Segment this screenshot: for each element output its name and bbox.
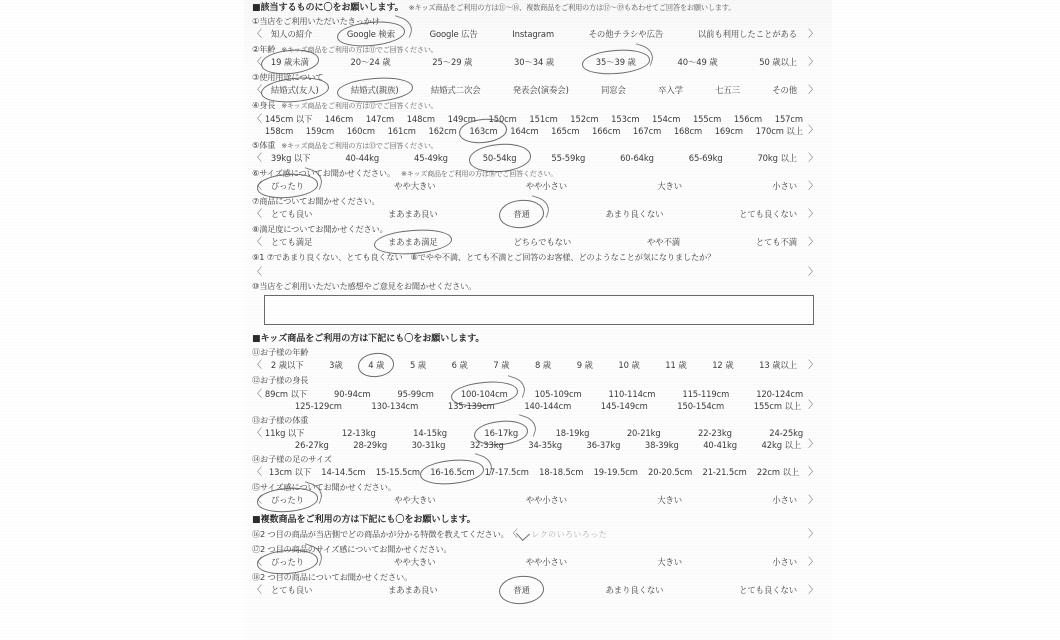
question-10-label: ⑩当店をご利用いただいた感想やご意見をお聞かせください。 [252,281,477,292]
question-6-label: ⑥サイズ感についてお聞かせください。 ※キッズ商品をご利用の方は⑯でご回答ください。 [252,167,558,178]
question-13-options[interactable] [252,426,818,452]
option-q5-5[interactable]: 60-64kg [620,152,654,163]
option-q17-0[interactable]: ぴったり [270,556,305,569]
option-q1-0[interactable]: 知人の紹介 [270,29,313,40]
option-q2-4[interactable]: 35〜39 歳 [595,56,637,69]
option-q15-0[interactable]: ぴったり [270,494,305,507]
bracket-right-icon: 〉 [808,180,818,192]
option-q13-9[interactable]: 28-29kg [353,440,388,451]
option-q12-11[interactable]: 140-144cm [524,401,572,412]
question-10-comment-box[interactable] [264,295,814,325]
option-q17-4[interactable]: 小さい [772,556,798,567]
option-q4-h24[interactable]: 169cm [714,126,743,137]
page-right-margin [832,0,1060,640]
option-q1-4[interactable]: その他チラシや広告 [588,29,664,40]
option-q11-8[interactable]: 10 歳 [618,360,640,371]
question-5-label: ⑤体重 ※キッズ商品をご利用の方は⑬でご回答ください。 [252,139,438,150]
option-q5-7[interactable]: 70kg 以上 [757,152,797,163]
option-q5-1[interactable]: 40-44kg [345,152,380,163]
option-q4-h0[interactable]: 145cm 以下 [264,113,313,124]
section1-heading [252,2,818,14]
bracket-left-icon: 〈 [252,360,262,372]
option-q1-1[interactable]: Google 検索 [346,28,396,41]
bracket-left-icon: 〈 [252,57,262,69]
question-5-note: ※キッズ商品をご利用の方は⑬でご回答ください。 [281,140,438,150]
question-6-options[interactable] [252,179,818,194]
option-q11-0[interactable]: 2 歳以下 [270,360,304,371]
question-11-label: ⑪お子様の年齢 [252,347,309,358]
option-q14-3[interactable]: 16-16.5cm [429,466,475,479]
option-q12-7[interactable]: 120-124cm [756,388,804,399]
bracket-right-icon: 〉 [808,85,818,97]
bracket-left-icon: 〈 [252,585,262,597]
option-q5-0[interactable]: 39kg 以下 [270,152,311,163]
option-q8-2[interactable]: どちらでもない [513,236,572,247]
question-13-label: ⑬お子様の体重 [252,414,309,425]
option-q3-5[interactable]: 卒入学 [658,85,683,96]
option-q4-h6[interactable]: 151cm [529,113,558,124]
option-q12-13[interactable]: 150-154cm [677,401,725,412]
option-q12-8[interactable]: 125-129cm [294,401,342,412]
bracket-right-icon: 〉 [808,556,818,568]
bracket-left-icon: 〈 [512,529,518,541]
option-q12-6[interactable]: 115-119cm [682,388,730,399]
option-q14-7[interactable]: 20-20.5cm [648,467,693,478]
option-q4-h19[interactable]: 164cm [510,126,539,137]
option-q3-2[interactable]: 結婚式二次会 [430,85,481,96]
option-q8-3[interactable]: やや不満 [646,236,680,247]
question-3-label: ③使用用途について [252,72,324,83]
option-q12-5[interactable]: 110-114cm [608,388,656,399]
question-12-label: ⑫お子様の身長 [252,375,309,386]
option-q3-0[interactable]: 結婚式(友人) [270,85,319,96]
option-q13-4[interactable]: 18-19kg [555,427,590,438]
option-q11-11[interactable]: 13 歳以上 [759,360,797,371]
question-17-label: ⑰2 つ目の商品のサイズ感についてお聞かせください。 [252,543,452,554]
bracket-left-icon: 〈 [252,388,262,400]
option-q13-2[interactable]: 14-15kg [413,427,447,438]
bracket-right-icon: 〉 [808,152,818,164]
question-12-options[interactable] [252,387,818,413]
question-17-options[interactable] [252,555,818,570]
section1-heading-text: ■該当するものに〇をお願いします。 [252,3,404,13]
option-q14-6[interactable]: 19-19.5cm [593,467,638,478]
question-4-options[interactable] [252,112,818,138]
option-q17-2[interactable]: やや小さい [525,556,568,567]
option-q4-h10[interactable]: 155cm [692,113,722,124]
question-9-free-text-row[interactable] [252,263,818,279]
question-18-options[interactable] [252,583,818,598]
option-q15-1[interactable]: やや大きい [394,495,436,506]
bracket-right-icon: 〉 [808,439,818,450]
option-q13-13[interactable]: 36-37kg [586,440,621,451]
option-q15-3[interactable]: 大きい [657,495,683,506]
option-q2-3[interactable]: 30〜34 歳 [513,57,555,68]
option-q11-10[interactable]: 12 歳 [712,360,734,371]
option-q7-0[interactable]: とても良い [270,208,313,219]
option-q13-5[interactable]: 20-21kg [626,427,661,438]
option-q11-4[interactable]: 6 歳 [451,360,468,371]
option-q14-8[interactable]: 21-21.5cm [702,467,747,478]
option-q15-2[interactable]: やや小さい [525,495,568,506]
question-5-options[interactable] [252,151,818,166]
option-q13-7[interactable]: 24-25kg [769,427,804,438]
option-q7-2[interactable]: 普通 [512,208,531,221]
option-q3-1[interactable]: 結婚式(親族) [350,85,399,96]
option-q13-12[interactable]: 34-35kg [528,440,563,451]
bracket-left-icon: 〈 [252,427,262,439]
bracket-left-icon: 〈 [252,267,262,279]
question-4-label: ④身長 ※キッズ商品をご利用の方は⑫でご回答ください。 [252,100,438,111]
option-q14-9[interactable]: 22cm 以上 [756,467,800,478]
bracket-left-icon: 〈 [252,85,262,97]
question-15-label: ⑮サイズ感についてお聞かせください。 [252,482,396,493]
option-q14-2[interactable]: 15-15.5cm [375,467,420,478]
option-q8-1[interactable]: まあまあ満足 [387,236,438,247]
option-q15-4[interactable]: 小さい [772,495,798,506]
question-8-options[interactable] [252,235,818,250]
option-q13-11[interactable]: 32-33kg [469,440,504,451]
option-q6-2[interactable]: やや小さい [525,180,568,191]
option-q17-1[interactable]: やや大きい [394,556,436,567]
option-q1-3[interactable]: Instagram [512,29,555,40]
option-q11-3[interactable]: 5 歳 [409,360,427,371]
option-q4-h11[interactable]: 156cm [733,113,763,124]
option-q18-0[interactable]: とても良い [270,585,313,596]
option-q11-6[interactable]: 8 歳 [535,360,552,371]
section3-heading: ■複数商品をご利用の方は下記にも〇をお願いします。 [252,515,476,526]
option-q4-h8[interactable]: 153cm [611,113,640,124]
option-q4-h20[interactable]: 165cm [551,126,580,137]
option-q4-h1[interactable]: 146cm [324,113,354,124]
bracket-left-icon: 〈 [252,29,262,41]
option-q18-1[interactable]: まあまあ良い [387,585,438,596]
option-q18-4[interactable]: とても良くない [739,585,798,596]
option-q2-6[interactable]: 50 歳以上 [759,57,798,68]
option-q13-6[interactable]: 22-23kg [698,427,732,438]
question-18-label: ⑱2 つ目の商品についてお聞かせください。 [252,571,413,582]
question-7-options[interactable] [252,207,818,222]
option-q1-5[interactable]: 以前も利用したことがある [697,29,798,40]
question-2-note: ※キッズ商品をご利用の方は⑪でご回答ください。 [281,45,438,55]
option-q11-1[interactable]: 3歳 [329,360,343,371]
option-q12-12[interactable]: 145-149cm [600,401,648,412]
question-6-note: ※キッズ商品をご利用の方は⑯でご回答ください。 [401,168,558,178]
bracket-right-icon: 〉 [808,267,818,279]
option-q4-h15[interactable]: 160cm [346,126,375,137]
bracket-right-icon: 〉 [808,57,818,69]
option-q11-2[interactable]: 4 歳 [368,360,385,371]
option-q6-4[interactable]: 小さい [772,180,798,191]
option-q12-10[interactable]: 135-139cm [447,401,495,412]
bracket-right-icon: 〉 [808,29,818,41]
bracket-left-icon: 〈 [252,152,262,164]
option-q11-5[interactable]: 7 歳 [493,360,510,371]
option-q13-3[interactable]: 16-17kg [483,427,519,440]
option-q18-3[interactable]: あまり良くない [605,585,664,596]
option-q12-2[interactable]: 95-99cm [397,388,434,399]
question-2-label: ②年齢 ※キッズ商品をご利用の方は⑪でご回答ください。 [252,44,438,55]
option-q13-1[interactable]: 12-13kg [341,427,376,438]
option-q4-h3[interactable]: 148cm [406,113,435,124]
question-11-options[interactable] [252,358,818,373]
question-9-label: ⑨1 ⑦であまり良くない、とても良くない ⑧でやや不満、とても不満とご回答のお客様、どのようなことが気になりましたか？ [252,251,716,262]
option-q6-0[interactable]: ぴったり [270,180,305,193]
option-q7-3[interactable]: あまり良くない [605,208,664,219]
option-q11-9[interactable]: 11 歳 [665,360,687,371]
option-q7-1[interactable]: まあまあ良い [387,208,438,219]
option-q4-h7[interactable]: 152cm [570,113,599,124]
question-7-label: ⑦商品についてお聞かせください。 [252,195,380,206]
option-q17-3[interactable]: 大きい [657,556,683,567]
bracket-right-icon: 〉 [808,529,818,541]
option-q12-1[interactable]: 90-94cm [334,388,371,399]
option-q13-15[interactable]: 40-41kg [703,440,738,451]
option-q2-1[interactable]: 20〜24 歳 [350,57,391,68]
option-q14-4[interactable]: 17-17.5cm [484,467,529,478]
bracket-right-icon: 〉 [808,360,818,372]
bracket-right-icon: 〉 [808,236,818,248]
option-q14-0[interactable]: 13cm 以下 [268,467,312,478]
option-q4-h2[interactable]: 147cm [365,113,395,124]
option-q4-h14[interactable]: 159cm [305,126,335,137]
question-1-label: ①当店をご利用いただいたきっかけ [252,16,380,27]
bracket-right-icon: 〉 [808,467,818,479]
option-q3-4[interactable]: 同窓会 [601,85,626,96]
option-q13-14[interactable]: 38-39kg [644,440,679,451]
question-16-label: ⑯2 つ目の商品が当店側でどの商品かが分かる特徴を教えてください。 〈 レクのいろいろった 〉 [252,528,818,542]
option-q2-5[interactable]: 40〜49 歳 [677,57,718,68]
question-1-options[interactable] [252,27,818,42]
bracket-right-icon: 〉 [808,208,818,220]
question-8-label: ⑧満足度についてお聞かせください。 [252,223,388,234]
question-2-options[interactable] [252,55,818,70]
option-q4-h22[interactable]: 167cm [632,126,662,137]
page-left-margin [0,0,244,640]
option-q12-9[interactable]: 130-134cm [371,401,419,412]
option-q4-h21[interactable]: 166cm [592,126,621,137]
option-q5-6[interactable]: 65-69kg [688,152,723,163]
option-q4-h16[interactable]: 161cm [387,126,416,137]
bracket-right-icon: 〉 [808,495,818,507]
option-q13-10[interactable]: 30-31kg [411,440,446,451]
option-q4-h13[interactable]: 158cm [264,126,294,137]
question-16-answer[interactable]: レクのいろいろった [531,530,607,540]
option-q14-5[interactable]: 18-18.5cm [539,467,584,478]
bracket-left-icon: 〈 [252,236,262,248]
option-q18-2[interactable]: 普通 [513,585,530,596]
option-q13-16[interactable]: 42kg 以上 [761,440,802,451]
option-q4-h17[interactable]: 162cm [428,126,457,137]
bracket-right-icon: 〉 [808,585,818,597]
bracket-left-icon: 〈 [252,208,262,220]
option-q12-3[interactable]: 100-104cm [460,388,509,401]
option-q4-h9[interactable]: 154cm [652,113,681,124]
question-3-options[interactable] [252,83,818,98]
option-q5-4[interactable]: 55-59kg [551,152,586,163]
option-q6-3[interactable]: 大きい [657,180,683,191]
option-q4-h23[interactable]: 168cm [673,126,703,137]
option-q4-h25[interactable]: 170cm 以上 [755,126,803,137]
option-q8-0[interactable]: とても満足 [270,236,313,247]
option-q4-h18[interactable]: 163cm [469,126,498,137]
question-14-options[interactable] [252,465,818,480]
option-q13-0[interactable]: 11kg 以下 [264,427,305,438]
option-q8-4[interactable]: とても不満 [755,236,798,247]
option-q1-2[interactable]: Google 広告 [429,29,478,40]
question-4-note: ※キッズ商品をご利用の方は⑫でご回答ください。 [281,101,438,111]
question-15-options[interactable] [252,493,818,508]
question-14-label: ⑭お子様の足のサイズ [252,454,332,464]
bracket-right-icon: 〉 [808,399,818,411]
option-q3-6[interactable]: 七五三 [715,85,740,96]
form-content-column [252,2,818,598]
bracket-left-icon: 〈 [252,467,262,479]
option-q2-0[interactable]: 19 歳未満 [270,57,309,68]
section2-heading: ■キッズ商品をご利用の方は下記にも〇をお願いします。 [252,334,485,345]
option-q5-3[interactable]: 50-54kg [482,152,517,163]
option-q12-0[interactable]: 89cm 以下 [264,388,308,399]
bracket-left-icon: 〈 [252,495,262,507]
option-q12-4[interactable]: 105-109cm [534,388,582,399]
option-q3-7[interactable]: その他 [772,85,798,96]
option-q3-3[interactable]: 発表会(演奏会) [512,85,569,96]
bracket-left-icon: 〈 [252,113,262,125]
bracket-left-icon: 〈 [252,556,262,568]
option-q13-8[interactable]: 26-27kg [294,440,329,451]
option-q4-h5[interactable]: 150cm [488,113,517,124]
option-q14-1[interactable]: 14-14.5cm [321,467,366,478]
section1-heading-note: ※キッズ商品をご利用の方は⑪〜⑯、複数商品をご利用の方は⑰〜⑲もあわせてご回答をお願いします。 [408,3,736,12]
option-q4-h12[interactable]: 157cm [774,113,803,124]
option-q6-1[interactable]: やや大きい [394,180,436,191]
option-q7-4[interactable]: とても良くない [739,208,798,219]
bracket-right-icon: 〉 [808,124,818,136]
option-q4-h4[interactable]: 149cm [447,113,476,124]
bracket-left-icon: 〈 [252,180,262,192]
option-q2-2[interactable]: 25〜29 歳 [432,57,473,68]
option-q11-7[interactable]: 9 歳 [576,360,593,371]
option-q12-14[interactable]: 155cm 以上 [753,401,802,412]
option-q5-2[interactable]: 45-49kg [414,152,448,163]
